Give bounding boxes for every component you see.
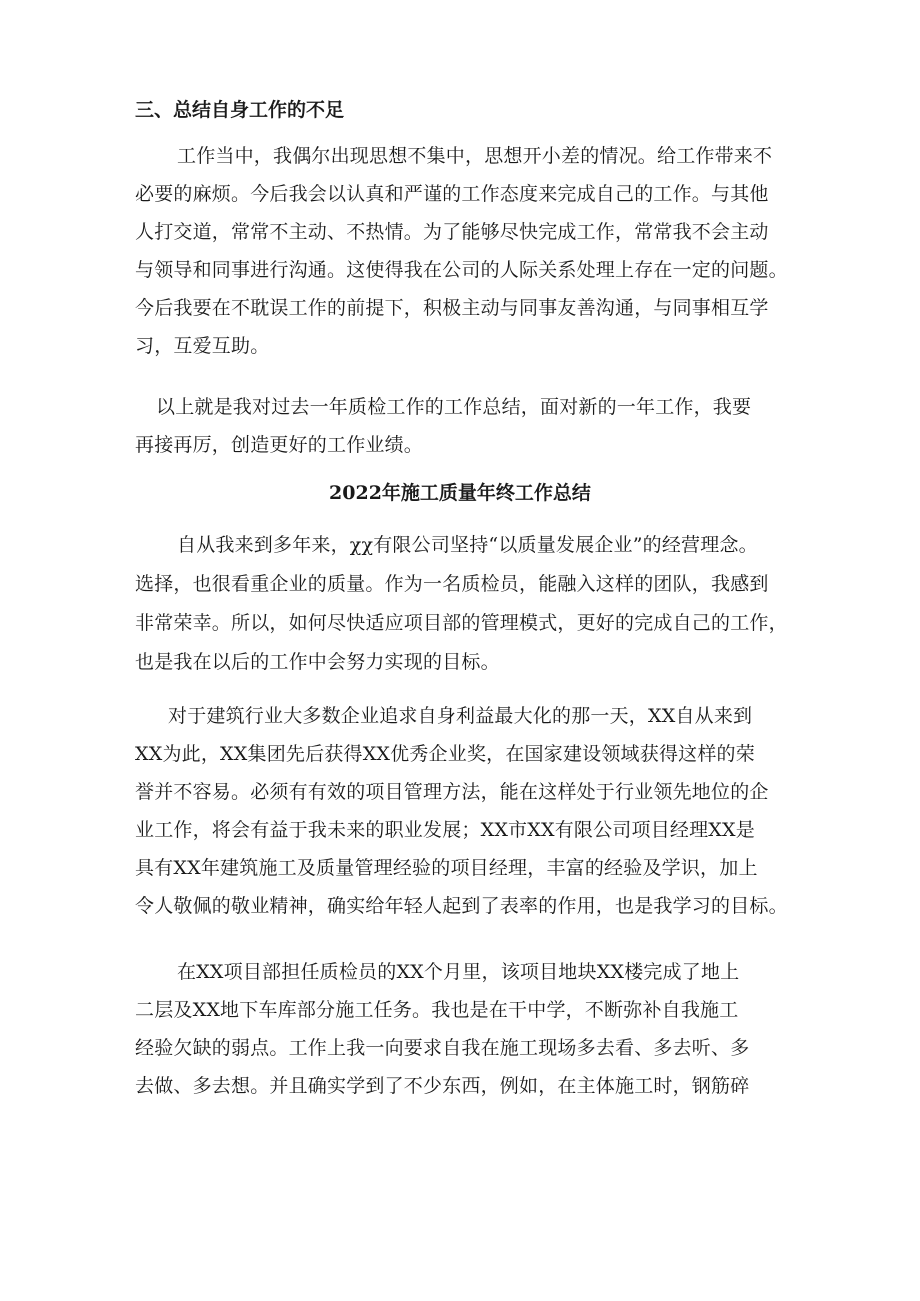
paragraph-4-line: 誉并不容易。必须有有效的项目管理方法，能在这样处于行业领先地位的企	[135, 781, 769, 803]
paragraph-3-line: 非常荣幸。所以，如何尽快适应项目部的管理模式，更好的完成自己的工作，	[135, 612, 788, 634]
paragraph-1-line: 今后我要在不耽误工作的前提下，积极主动与同事友善沟通，与同事相互学	[135, 297, 769, 319]
paragraph-4-line: 令人敬佩的敬业精神，确实给年轻人起到了表率的作用，也是我学习的目标。	[135, 895, 788, 917]
paragraph-4-line: XX为此，XX集团先后获得XX优秀企业奖，在国家建设领域获得这样的荣	[135, 743, 755, 765]
paragraph-3-line: 选择，也很看重企业的质量。作为一名质检员，能融入这样的团队，我感到	[135, 573, 769, 595]
paragraph-4-line: 对于建筑行业大多数企业追求自身利益最大化的那一天，XX自从来到	[168, 705, 753, 727]
paragraph-4-line: 具有XX年建筑施工及质量管理经验的项目经理，丰富的经验及学识，加上	[135, 857, 758, 879]
paragraph-5-line: 二层及XX地下车库部分施工任务。我也是在干中学，不断弥补自我施工	[135, 999, 739, 1021]
paragraph-4-line: 业工作，将会有益于我未来的职业发展；XX市XX有限公司项目经理XX是	[135, 819, 755, 841]
document-title: 2022年施工质量年终工作总结	[329, 482, 591, 504]
paragraph-1-line: 人打交道，常常不主动、不热情。为了能够尽快完成工作，常常我不会主动	[135, 221, 769, 243]
paragraph-2-line: 以上就是我对过去一年质检工作的工作总结，面对新的一年工作，我要	[156, 396, 752, 418]
section-heading: 三、总结自身工作的不足	[135, 99, 345, 121]
paragraph-5-line: 去做、多去想。并且确实学到了不少东西，例如，在主体施工时，钢筋碎	[135, 1075, 750, 1097]
paragraph-1-line: 习，互爱互助。	[135, 335, 270, 357]
paragraph-5-line: 在XX项目部担任质检员的XX个月里，该项目地块XX楼完成了地上	[177, 961, 740, 983]
paragraph-1-line: 工作当中，我偶尔出现思想不集中，思想开小差的情况。给工作带来不	[177, 145, 773, 167]
paragraph-5-line: 经验欠缺的弱点。工作上我一向要求自我在施工现场多去看、多去听、多	[135, 1037, 750, 1059]
paragraph-3-line: 自从我来到多年来，χχ有限公司坚持“以质量发展企业”的经营理念。	[177, 534, 758, 556]
paragraph-2-line: 再接再厉，创造更好的工作业绩。	[135, 434, 424, 456]
paragraph-3-line: 也是我在以后的工作中会努力实现的目标。	[135, 651, 500, 673]
paragraph-1-line: 必要的麻烦。今后我会以认真和严谨的工作态度来完成自己的工作。与其他	[135, 183, 769, 205]
paragraph-1-line: 与领导和同事进行沟通。这使得我在公司的人际关系处理上存在一定的问题。	[135, 259, 788, 281]
